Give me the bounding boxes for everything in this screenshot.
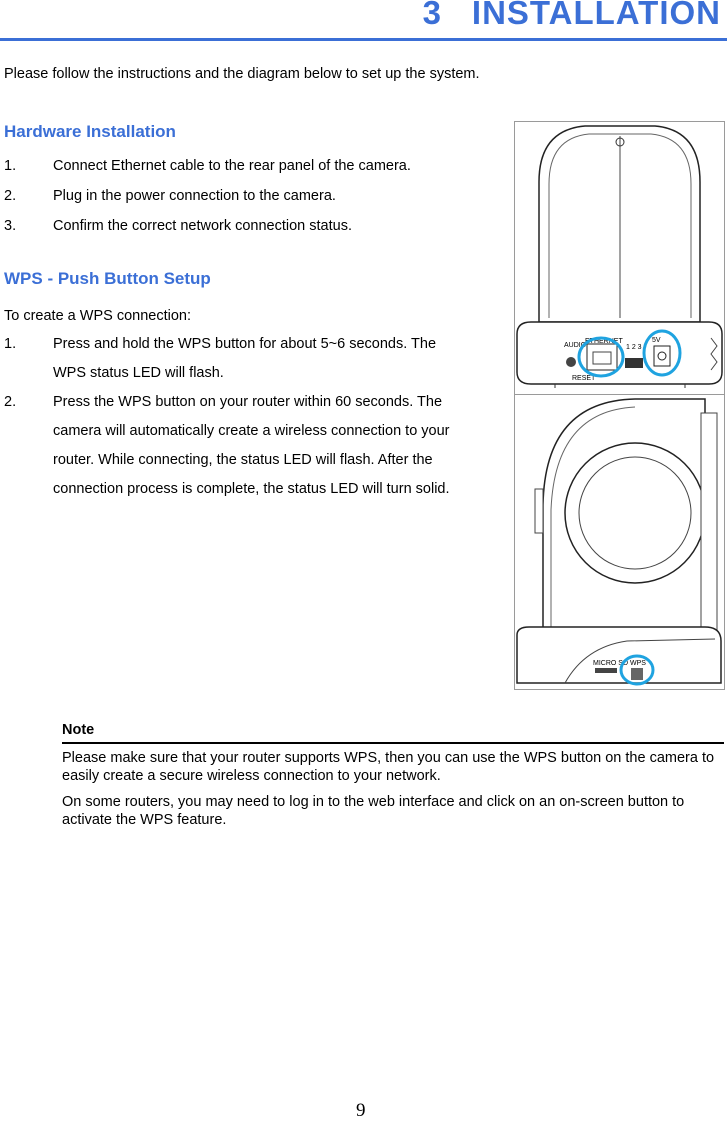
hardware-heading: Hardware Installation bbox=[4, 122, 176, 141]
note-title: Note bbox=[62, 722, 95, 738]
wps-step-2-line-1: Press the WPS button on your router within 60 seconds. The bbox=[53, 394, 443, 410]
chapter-number: 3 bbox=[422, 0, 442, 31]
wps-step-2-line-3: router. While connecting, the status LED will flash. After the bbox=[53, 452, 433, 468]
wps-step-2-line-2: camera will automatically create a wireless connection to your bbox=[53, 423, 450, 439]
wps-lead: To create a WPS connection: bbox=[4, 308, 191, 324]
hw-step-3-number: 3. bbox=[4, 218, 17, 234]
hw-step-1-text: Connect Ethernet cable to the rear panel of the camera. bbox=[53, 158, 411, 174]
wps-step-1-line-2: WPS status LED will flash. bbox=[53, 365, 224, 381]
note-box bbox=[62, 722, 724, 829]
camera-side-figure bbox=[514, 394, 725, 690]
audio-label: AUDIO bbox=[564, 342, 587, 349]
camera-rear-figure bbox=[514, 121, 725, 399]
wps-step-1-line-1: Press and hold the WPS button for about 5~6 seconds. The bbox=[53, 336, 437, 352]
reset-label: RESET bbox=[572, 375, 596, 382]
page-number: 9 bbox=[356, 1100, 366, 1121]
header-rule bbox=[0, 38, 727, 41]
chapter-name: INSTALLATION bbox=[471, 0, 721, 31]
wps-step-2-number: 2. bbox=[4, 394, 17, 410]
camera-side-illustration bbox=[515, 395, 724, 689]
dip-switch-label: 1 2 3 bbox=[626, 344, 642, 351]
chapter-title bbox=[423, 0, 721, 32]
note-paragraph-2: On some routers, you may need to log in to the web interface and click on an on-screen button to activate the WPS feature. bbox=[62, 794, 685, 828]
hw-step-2-number: 2. bbox=[4, 188, 17, 204]
hw-step-2-text: Plug in the power connection to the camera. bbox=[53, 188, 336, 204]
wps-step-1-number: 1. bbox=[4, 336, 17, 352]
wps-label: WPS bbox=[630, 660, 646, 667]
wps-heading: WPS - Push Button Setup bbox=[4, 269, 211, 288]
camera-rear-illustration bbox=[515, 122, 724, 398]
ethernet-label: ETHERNET bbox=[585, 338, 623, 345]
note-rule bbox=[62, 742, 724, 744]
note-paragraph-1: Please make sure that your router supports WPS, then you can use the WPS button on the camera to easily create a secure wireless connection to your network. bbox=[62, 750, 715, 784]
power-label: 5V bbox=[652, 337, 661, 344]
wps-step-2-line-4: connection process is complete, the status LED will turn solid. bbox=[53, 481, 450, 497]
hw-step-1-number: 1. bbox=[4, 158, 17, 174]
microsd-label: MICRO SD bbox=[593, 660, 628, 667]
hw-step-3-text: Confirm the correct network connection status. bbox=[53, 218, 352, 234]
intro-text: Please follow the instructions and the diagram below to set up the system. bbox=[4, 66, 480, 82]
